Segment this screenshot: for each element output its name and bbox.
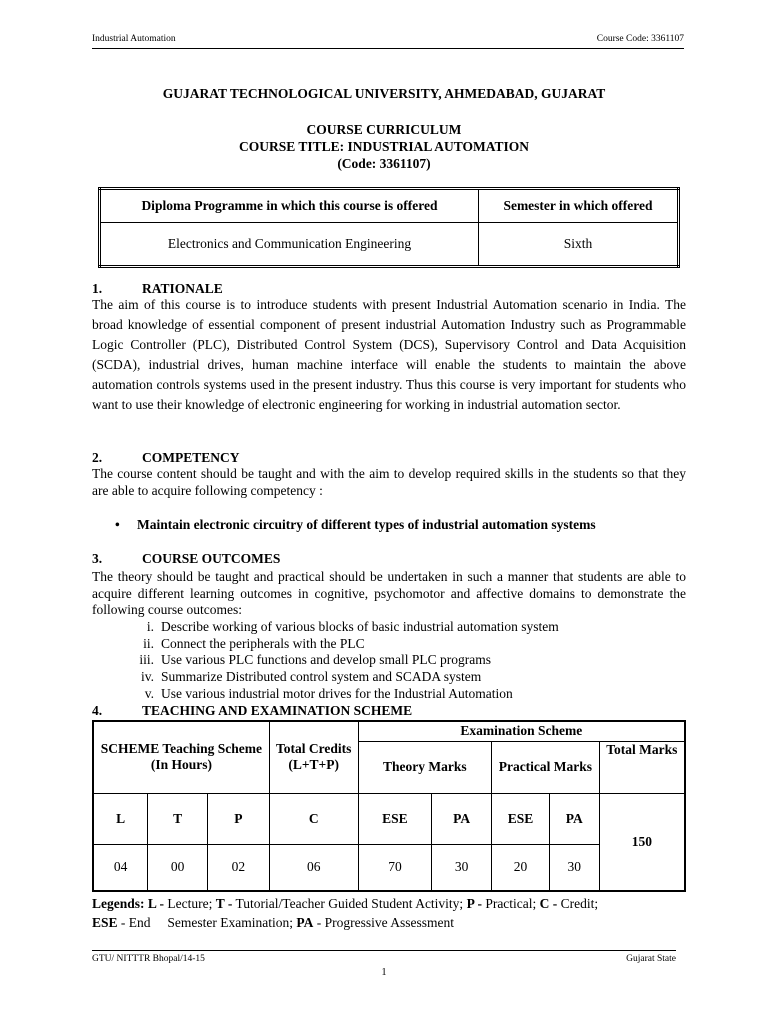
competency-bullet: • Maintain electronic circuitry of different types of industrial automation systems — [115, 517, 596, 532]
col-practical-ese: ESE — [492, 793, 550, 844]
university-title: GUJARAT TECHNOLOGICAL UNIVERSITY, AHMEDABAD, GUJARAT — [162, 86, 606, 101]
legend: Legends: L - Lecture; T - Tutorial/Teacher Guided Student Activity; P - Practical; C - Credit; ESE - End Semester Examination; PA - Progressive Assessment — [92, 896, 599, 930]
teaching-scheme-header: SCHEME Teaching Scheme (In Hours) — [93, 721, 269, 793]
practical-marks-header: Practical Marks — [492, 741, 600, 793]
scheme-table — [92, 720, 686, 892]
section-scheme-heading: 4. TEACHING AND EXAMINATION SCHEME — [92, 703, 413, 718]
page-header — [92, 34, 684, 49]
total-credits-header: Total Credits (L+T+P) — [269, 721, 358, 793]
col-theory-ese: ESE — [358, 793, 432, 844]
value-l: 04 — [93, 844, 148, 891]
value-t: 00 — [148, 844, 208, 891]
section-competency-heading: 2. COMPETENCY — [92, 450, 240, 465]
programme-header: Diploma Programme in which this course is offered — [100, 189, 479, 223]
total-marks-header: Total Marks — [599, 741, 685, 793]
footer-right: Gujarat State — [626, 954, 676, 964]
value-theory-pa: 30 — [432, 844, 492, 891]
competency-text: The course content should be taught and with the aim to develop required skills in the students so that they are able to acquire following competency : — [92, 466, 686, 498]
outcomes-text: The theory should be taught and practical should be undertaken in such a manner that students are able to acquire different learning outcomes in cognitive, psychomotor and affective domains to demonstrate the following course outcomes: — [92, 569, 686, 617]
rationale-text: The aim of this course is to introduce students with present Industrial Automation scenario in India. The broad knowledge of essential component of present industrial Automation Industry such as Programmable Logic Controller (PLC), Distributed Control System (DCS), Supervisory Control and Data Acquisition (SCDA), industrial drives, human machine interface will enable the students to maintain the above automation controls systems used in the present industry. Thus this course is very important for students who want to use their knowledge of electronic engineering for working in industrial automation sector. — [92, 297, 686, 412]
semester-value: Sixth — [479, 223, 679, 267]
col-theory-pa: PA — [432, 793, 492, 844]
value-practical-pa: 30 — [549, 844, 599, 891]
section-rationale-heading: 1. RATIONALE — [92, 281, 223, 296]
exam-scheme-header: Examination Scheme — [358, 721, 685, 741]
col-practical-pa: PA — [549, 793, 599, 844]
page-footer — [92, 950, 676, 965]
header-left: Industrial Automation — [92, 34, 176, 44]
programme-value: Electronics and Communication Engineering — [100, 223, 479, 267]
section-outcomes-heading: 3. COURSE OUTCOMES — [92, 551, 281, 566]
footer-left: GTU/ NITTTR Bhopal/14-15 — [92, 954, 205, 964]
value-p: 02 — [208, 844, 270, 891]
course-title: COURSE TITLE: INDUSTRIAL AUTOMATION — [239, 139, 529, 154]
col-t: T — [148, 793, 208, 844]
total-marks-value: 150 — [599, 793, 685, 891]
page-number: 1 — [381, 967, 387, 978]
programme-table — [98, 187, 680, 268]
col-l: L — [93, 793, 148, 844]
value-practical-ese: 20 — [492, 844, 550, 891]
value-c: 06 — [269, 844, 358, 891]
col-p: P — [208, 793, 270, 844]
theory-marks-header: Theory Marks — [358, 741, 491, 793]
value-theory-ese: 70 — [358, 844, 432, 891]
semester-header: Semester in which offered — [479, 189, 679, 223]
col-c: C — [269, 793, 358, 844]
header-right: Course Code: 3361107 — [596, 34, 684, 44]
course-code: (Code: 3361107) — [337, 156, 431, 171]
bullet-icon: • — [115, 517, 120, 532]
curriculum-heading: COURSE CURRICULUM — [306, 122, 462, 137]
